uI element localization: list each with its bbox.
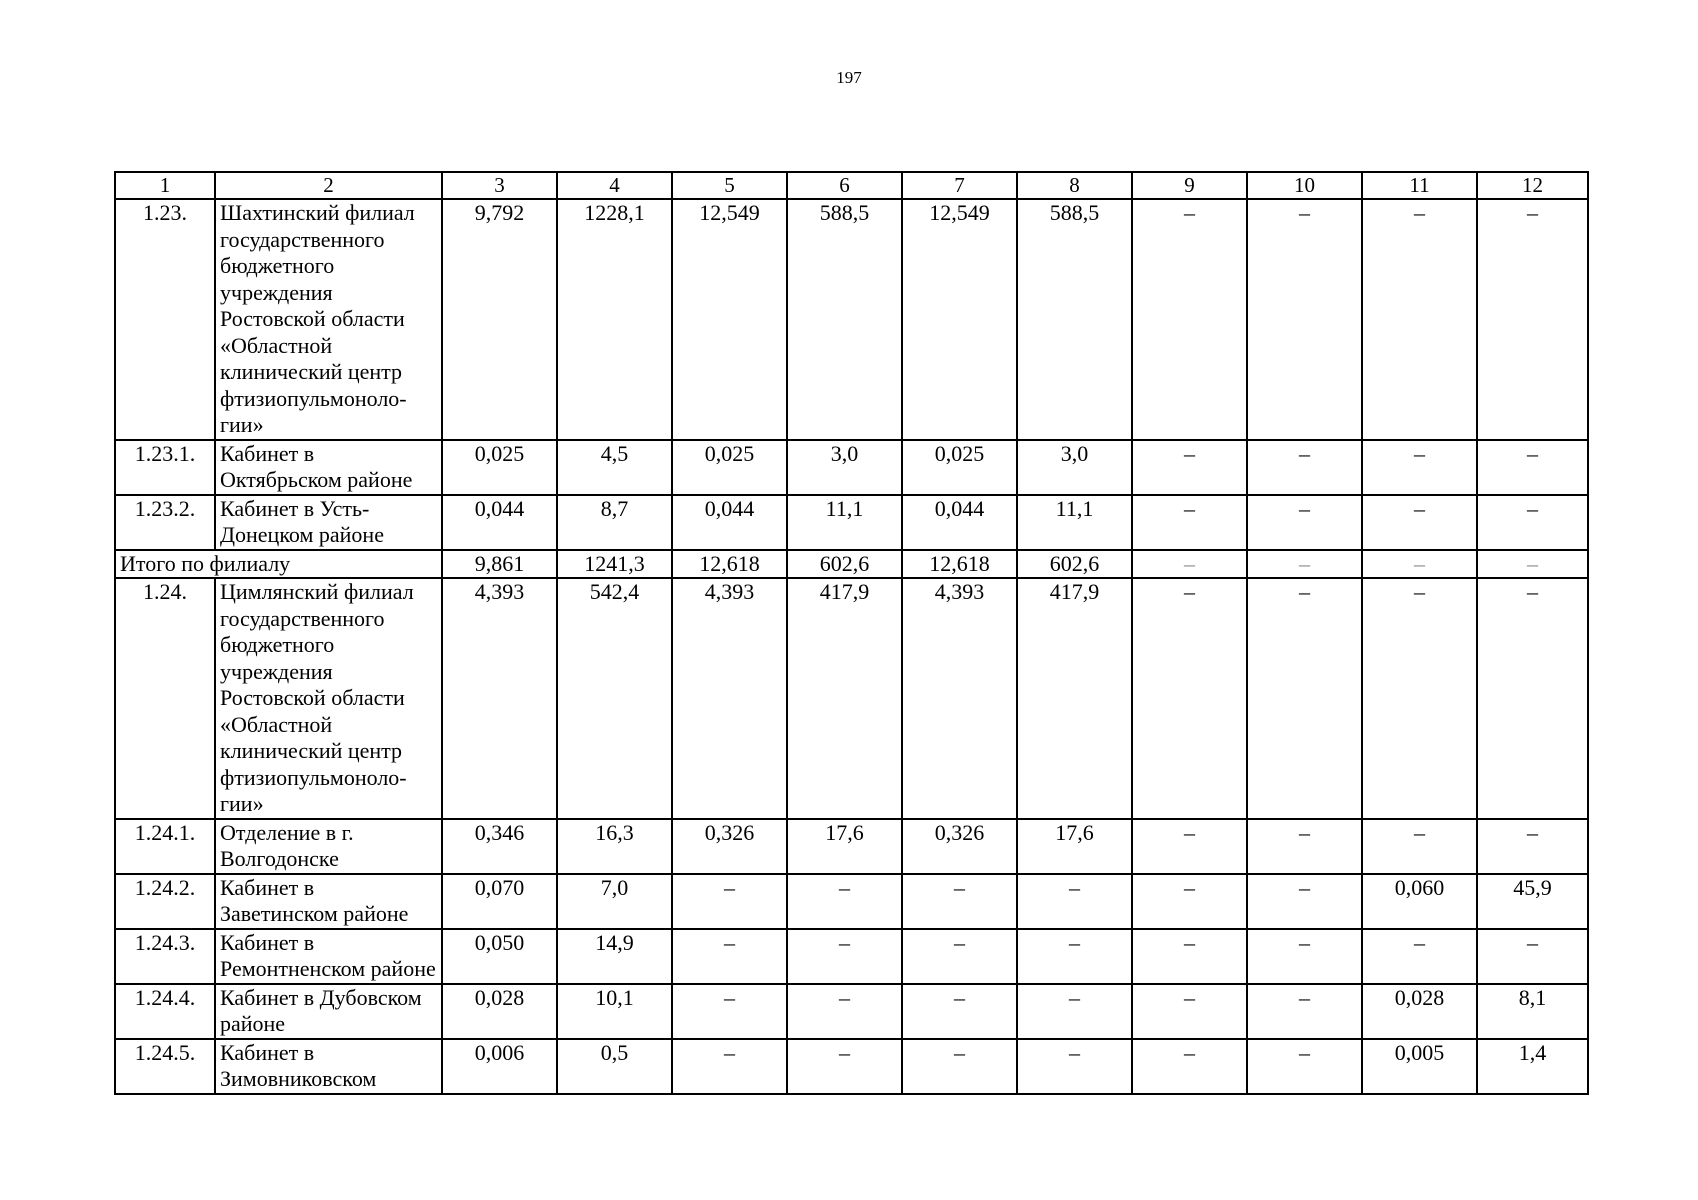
cell-col-10: – <box>1247 819 1362 874</box>
cell-col-11: – <box>1362 929 1477 984</box>
cell-col-8: – <box>1017 1039 1132 1094</box>
cell-col-8: 417,9 <box>1017 578 1132 819</box>
cell-col-9: – <box>1132 984 1247 1039</box>
cell-col-8: – <box>1017 874 1132 929</box>
cell-col-5: – <box>672 1039 787 1094</box>
cell-col-9: – <box>1132 495 1247 550</box>
cell-col-9: – <box>1132 578 1247 819</box>
row-number: 1.24.2. <box>115 874 215 929</box>
cell-col-10: – <box>1247 929 1362 984</box>
cell-col-6: 602,6 <box>787 550 902 579</box>
cell-col-10: – <box>1247 495 1362 550</box>
cell-col-6: – <box>787 929 902 984</box>
table-header-row <box>115 172 1588 199</box>
cell-col-9: – <box>1132 199 1247 440</box>
cell-col-10: – <box>1247 578 1362 819</box>
cell-col-6: 17,6 <box>787 819 902 874</box>
table-row <box>115 495 1588 550</box>
column-header-6: 6 <box>787 172 902 199</box>
cell-col-12: – <box>1477 495 1588 550</box>
cell-col-9: – <box>1132 550 1247 579</box>
cell-col-11: 0,005 <box>1362 1039 1477 1094</box>
cell-col-7: 12,618 <box>902 550 1017 579</box>
cell-col-11: – <box>1362 819 1477 874</box>
row-name: Отделение в г. Волгодонске <box>215 819 442 874</box>
cell-col-12: – <box>1477 550 1588 579</box>
column-header-1: 1 <box>115 172 215 199</box>
table-body <box>115 172 1588 1094</box>
column-header-11: 11 <box>1362 172 1477 199</box>
cell-col-5: 0,025 <box>672 440 787 495</box>
column-header-12: 12 <box>1477 172 1588 199</box>
row-number: 1.24.3. <box>115 929 215 984</box>
column-header-5: 5 <box>672 172 787 199</box>
table-row <box>115 440 1588 495</box>
cell-col-3: 0,044 <box>442 495 557 550</box>
cell-col-12: – <box>1477 440 1588 495</box>
cell-col-6: – <box>787 984 902 1039</box>
cell-col-12: – <box>1477 929 1588 984</box>
cell-col-9: – <box>1132 929 1247 984</box>
cell-col-5: 0,326 <box>672 819 787 874</box>
cell-col-7: 4,393 <box>902 578 1017 819</box>
table-row <box>115 929 1588 984</box>
cell-col-4: 7,0 <box>557 874 672 929</box>
cell-col-12: 45,9 <box>1477 874 1588 929</box>
cell-col-3: 0,070 <box>442 874 557 929</box>
row-number: 1.23. <box>115 199 215 440</box>
row-number: 1.24.4. <box>115 984 215 1039</box>
cell-col-6: 588,5 <box>787 199 902 440</box>
table-row <box>115 1039 1588 1094</box>
cell-col-9: – <box>1132 1039 1247 1094</box>
cell-col-3: 0,025 <box>442 440 557 495</box>
cell-col-7: – <box>902 874 1017 929</box>
cell-col-6: – <box>787 874 902 929</box>
cell-col-10: – <box>1247 874 1362 929</box>
table-row <box>115 578 1588 819</box>
row-name: Кабинет в Октябрьском районе <box>215 440 442 495</box>
row-name: Цимлянский филиал государственного бюджетного учреждения Ростовской области «Областной клинический центр фтизиопульмоноло-гии» <box>215 578 442 819</box>
cell-col-3: 4,393 <box>442 578 557 819</box>
cell-col-3: 9,792 <box>442 199 557 440</box>
cell-col-7: – <box>902 929 1017 984</box>
cell-col-3: 0,346 <box>442 819 557 874</box>
row-name: Кабинет в Зимовниковском <box>215 1039 442 1094</box>
cell-col-3: 0,050 <box>442 929 557 984</box>
cell-col-8: 11,1 <box>1017 495 1132 550</box>
cell-col-10: – <box>1247 550 1362 579</box>
cell-col-8: 602,6 <box>1017 550 1132 579</box>
cell-col-12: – <box>1477 578 1588 819</box>
cell-col-11: – <box>1362 578 1477 819</box>
cell-col-7: – <box>902 1039 1017 1094</box>
cell-col-11: 0,028 <box>1362 984 1477 1039</box>
cell-col-11: – <box>1362 199 1477 440</box>
cell-col-3: 0,006 <box>442 1039 557 1094</box>
column-header-10: 10 <box>1247 172 1362 199</box>
cell-col-4: 0,5 <box>557 1039 672 1094</box>
column-header-8: 8 <box>1017 172 1132 199</box>
cell-col-4: 16,3 <box>557 819 672 874</box>
cell-col-12: – <box>1477 819 1588 874</box>
cell-col-4: 1241,3 <box>557 550 672 579</box>
row-name: Кабинет в Ремонтненском районе <box>215 929 442 984</box>
cell-col-6: – <box>787 1039 902 1094</box>
cell-col-7: 12,549 <box>902 199 1017 440</box>
table-row <box>115 874 1588 929</box>
cell-col-5: – <box>672 929 787 984</box>
column-header-2: 2 <box>215 172 442 199</box>
cell-col-3: 0,028 <box>442 984 557 1039</box>
cell-col-8: 588,5 <box>1017 199 1132 440</box>
row-number: 1.24.1. <box>115 819 215 874</box>
cell-col-4: 1228,1 <box>557 199 672 440</box>
row-number: 1.23.1. <box>115 440 215 495</box>
cell-col-4: 8,7 <box>557 495 672 550</box>
cell-col-6: 11,1 <box>787 495 902 550</box>
cell-col-9: – <box>1132 819 1247 874</box>
cell-col-8: – <box>1017 929 1132 984</box>
cell-col-10: – <box>1247 199 1362 440</box>
data-table <box>114 171 1589 1095</box>
cell-col-8: 3,0 <box>1017 440 1132 495</box>
row-name: Кабинет в Дубовском районе <box>215 984 442 1039</box>
row-name: Кабинет в Усть-Донецком районе <box>215 495 442 550</box>
cell-col-9: – <box>1132 874 1247 929</box>
cell-col-5: 12,549 <box>672 199 787 440</box>
row-name: Шахтинский филиал государственного бюджетного учреждения Ростовской области «Областной клинический центр фтизиопульмоноло-гии» <box>215 199 442 440</box>
cell-col-12: 1,4 <box>1477 1039 1588 1094</box>
row-number: 1.24.5. <box>115 1039 215 1094</box>
cell-col-6: 3,0 <box>787 440 902 495</box>
cell-col-10: – <box>1247 440 1362 495</box>
cell-col-10: – <box>1247 984 1362 1039</box>
cell-col-7: 0,326 <box>902 819 1017 874</box>
cell-col-4: 10,1 <box>557 984 672 1039</box>
cell-col-4: 14,9 <box>557 929 672 984</box>
cell-col-11: – <box>1362 550 1477 579</box>
cell-col-12: 8,1 <box>1477 984 1588 1039</box>
row-number: 1.23.2. <box>115 495 215 550</box>
cell-col-8: 17,6 <box>1017 819 1132 874</box>
total-row <box>115 550 1588 579</box>
table-row <box>115 984 1588 1039</box>
cell-col-5: 0,044 <box>672 495 787 550</box>
cell-col-6: 417,9 <box>787 578 902 819</box>
cell-col-5: – <box>672 874 787 929</box>
row-number: 1.24. <box>115 578 215 819</box>
cell-col-5: 12,618 <box>672 550 787 579</box>
column-header-7: 7 <box>902 172 1017 199</box>
cell-col-11: 0,060 <box>1362 874 1477 929</box>
cell-col-10: – <box>1247 1039 1362 1094</box>
column-header-4: 4 <box>557 172 672 199</box>
column-header-3: 3 <box>442 172 557 199</box>
cell-col-4: 542,4 <box>557 578 672 819</box>
cell-col-9: – <box>1132 440 1247 495</box>
cell-col-7: 0,025 <box>902 440 1017 495</box>
cell-col-8: – <box>1017 984 1132 1039</box>
table-row <box>115 199 1588 440</box>
cell-col-3: 9,861 <box>442 550 557 579</box>
cell-col-7: – <box>902 984 1017 1039</box>
total-label: Итого по филиалу <box>115 550 442 579</box>
row-name: Кабинет в Заветинском районе <box>215 874 442 929</box>
table-row <box>115 819 1588 874</box>
cell-col-12: – <box>1477 199 1588 440</box>
page-number: 197 <box>836 68 862 87</box>
cell-col-5: 4,393 <box>672 578 787 819</box>
cell-col-4: 4,5 <box>557 440 672 495</box>
cell-col-7: 0,044 <box>902 495 1017 550</box>
cell-col-11: – <box>1362 440 1477 495</box>
cell-col-5: – <box>672 984 787 1039</box>
column-header-9: 9 <box>1132 172 1247 199</box>
cell-col-11: – <box>1362 495 1477 550</box>
